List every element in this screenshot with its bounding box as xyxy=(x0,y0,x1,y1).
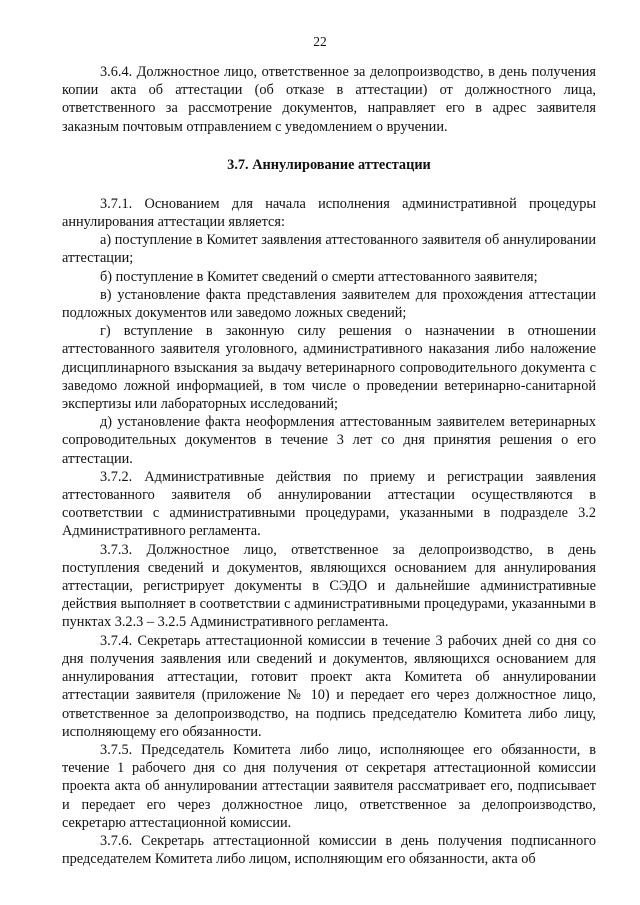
paragraph-3-6-4: 3.6.4. Должностное лицо, ответственное за делопроизводство, в день получения копии акта об аттестации (об отказе в аттестации) от должностного лица, ответственного за рассмотрение документов, направляет его в адрес заявителя заказным почтовым отправлением с уведомлением о вручении. xyxy=(62,64,596,135)
paragraph-3-7-6: 3.7.6. Секретарь аттестационной комиссии в день получения подписанного председателем Комитета либо лицом, исполняющим его обязанности, акта об xyxy=(62,832,596,868)
document-body xyxy=(62,63,596,868)
paragraph-3-7-5: 3.7.5. Председатель Комитета либо лицо, исполняющее его обязанности, в течение 1 рабочего дня со дня получения от секретаря аттестационной комиссии проекта акта об аннулировании аттестации заявителя рассматривает его, подписывает и передает его через должностное лицо, ответственное за делопроизводство, секретарю аттестационной комиссии. xyxy=(62,741,596,831)
list-item-a: а) поступление в Комитет заявления аттестованного заявителя об аннулировании аттестации; xyxy=(62,232,596,267)
list-item-g: г) вступление в законную силу решения о назначении в отношении аттестованного заявителя уголовного, административного наказания либо наложение дисциплинарного взыскания за выдачу ветеринарного сопроводительного документа с заведомо ложной информацией, в том числе о проведении ветеринарно-санитарной экспертизы или лабораторных исследований; xyxy=(62,323,596,413)
list-item-v: в) установление факта представления заявителем для прохождения аттестации подложных документов или заведомо ложных сведений; xyxy=(62,286,596,322)
paragraph-3-7-3: 3.7.3. Должностное лицо, ответственное за делопроизводство, в день поступления сведений и документов, являющихся основанием для аннулирования аттестации, регистрирует документы в СЭДО и дальнейшие административные действия выполняет в соответствии с административными процедурами, указанными в пунктах 3.2.3 – 3.2.5 Административного регламента. xyxy=(62,541,596,631)
list-item-d: д) установление факта неоформления аттестованным заявителем ветеринарных сопроводительных документов в течение 3 лет со дня принятия решения о его аттестации. xyxy=(62,414,596,467)
section-heading: 3.7. Аннулирование аттестации xyxy=(227,156,431,173)
paragraph-3-7-1: 3.7.1. Основанием для начала исполнения административной процедуры аннулирования аттестации является: xyxy=(62,195,596,231)
paragraph-3-7-4: 3.7.4. Секретарь аттестационной комиссии в течение 3 рабочих дней со дня со дня получения заявления или сведений и документов, являющихся основанием для аннулирования аттестации, готовит проект акта Комитета об аннулировании аттестации заявителя (приложение № 10) и передает его через должностное лицо, ответственное за делопроизводство, на подпись председателю Комитета либо лицу, исполняющему его обязанности. xyxy=(62,632,596,740)
paragraph-3-7-2: 3.7.2. Административные действия по приему и регистрации заявления аттестованного заявителя об аннулировании аттестации осуществляются в соответствии с административными процедурами, указанными в подразделе 3.2 Административного регламента. xyxy=(62,468,596,540)
page-number: 22 xyxy=(313,34,327,49)
list-item-b: б) поступление в Комитет сведений о смерти аттестованного заявителя; xyxy=(100,268,538,285)
